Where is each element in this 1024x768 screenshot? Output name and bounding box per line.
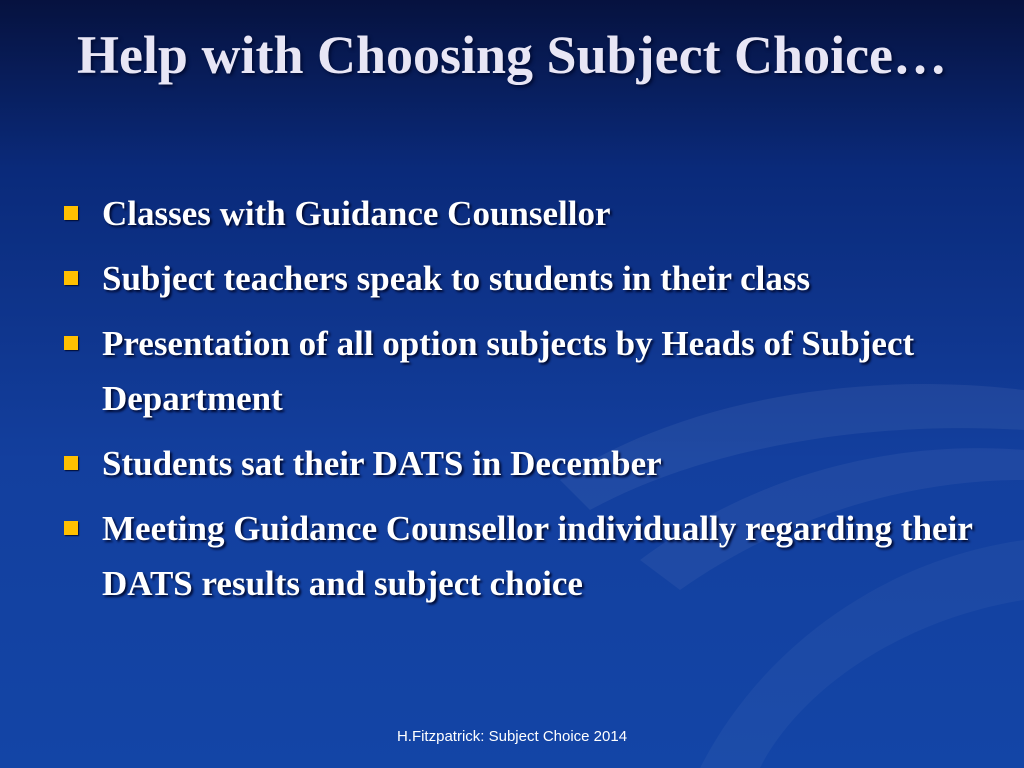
slide-title: Help with Choosing Subject Choice… [76,25,948,85]
square-bullet-icon [64,336,78,350]
bullet-item [62,316,982,426]
bullet-text: Classes with Guidance Counsellor [102,194,611,233]
bullet-text: Meeting Guidance Counsellor individually regarding their DATS results and subject choice [102,509,973,603]
bullet-item [62,436,982,491]
bullet-text: Presentation of all option subjects by Heads of Subject Department [102,324,915,418]
bullet-text: Students sat their DATS in December [102,444,662,483]
bullet-item [62,501,982,611]
square-bullet-icon [64,521,78,535]
bullet-item [62,251,982,306]
bullet-list [62,186,982,621]
slide-footer: H.Fitzpatrick: Subject Choice 2014 [396,728,628,745]
bullet-item [62,186,982,241]
square-bullet-icon [64,456,78,470]
square-bullet-icon [64,271,78,285]
bullet-text: Subject teachers speak to students in their class [102,259,811,298]
square-bullet-icon [64,206,78,220]
